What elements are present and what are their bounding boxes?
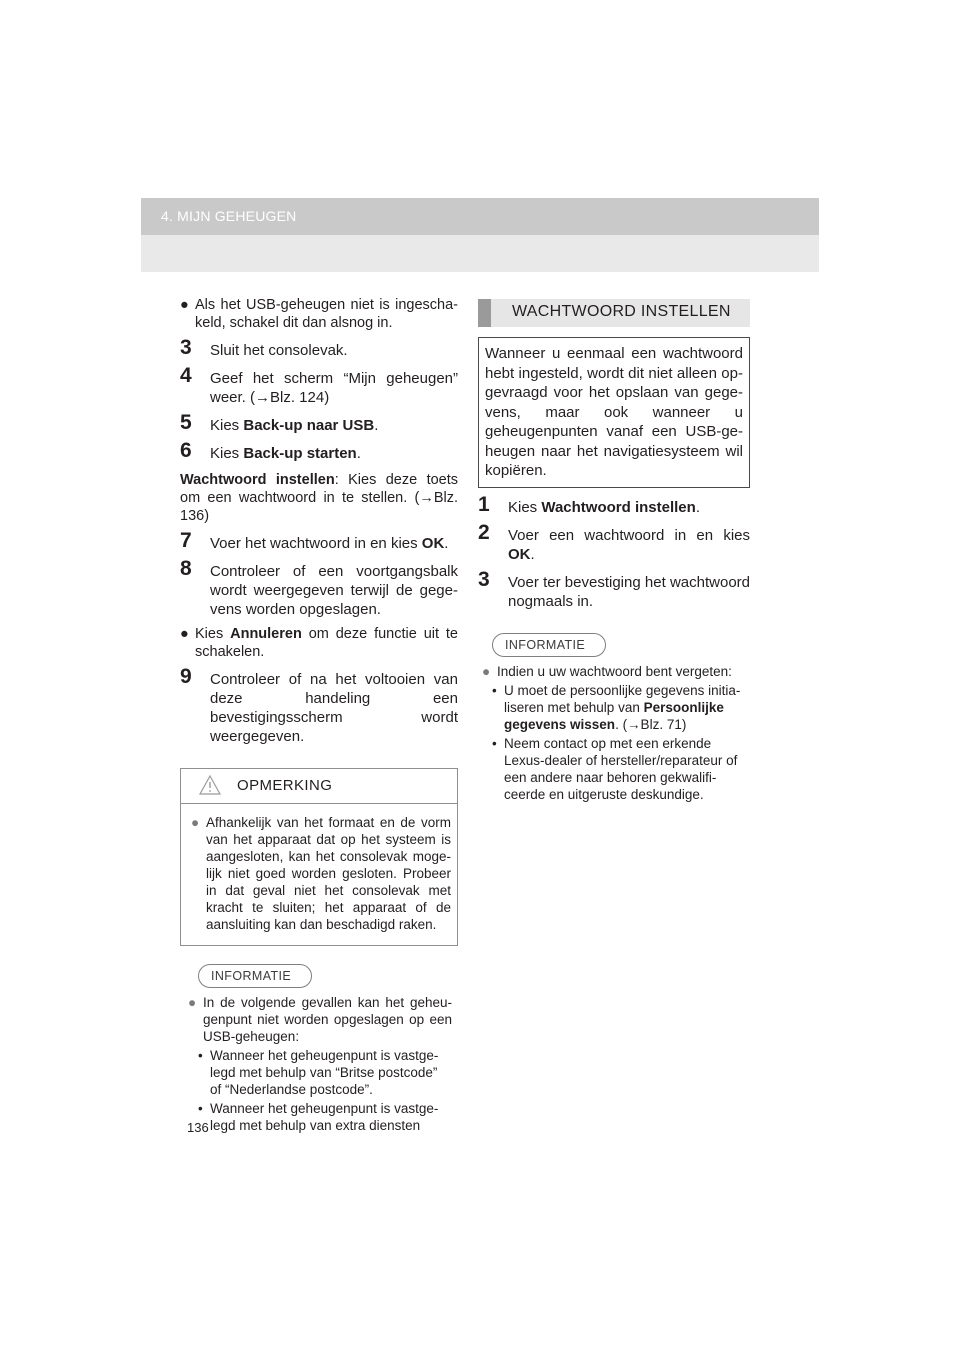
bullet-dot: ● — [180, 297, 189, 313]
ui-label-reset-personal-data: Persoonlijke gegevens wissen — [504, 699, 724, 732]
step-9: 9 Controleer of na het voltooien van deze handeling een bevestigingsscherm wordt weergegeven. — [180, 665, 458, 745]
step-6: 6 Kies Back-up starten. — [180, 439, 361, 462]
header-top-bar — [141, 198, 819, 235]
ui-label-backup-usb: Back-up naar USB — [243, 417, 375, 434]
right-step-2: 2 Voer een wachtwoord in en kies OK. — [478, 520, 750, 563]
bullet-usb-enable: ● Als het USB-geheugen niet is ingescha-keld, schakel dit dan alsnog in. — [180, 297, 458, 331]
info-sub-2: • Wanneer het geheugenpunt is vastge-legd met behulp van extra diensten — [198, 1101, 439, 1133]
step-4: 4 Geef het scherm “Mijn geheugen” weer. (→Blz. 124) — [180, 364, 458, 406]
bullet-dot: ● — [482, 663, 491, 679]
bullet-cancel: ● Kies Annuleren om deze functie uit te schakelen. — [180, 626, 458, 660]
password-option-text: Wachtwoord instellen: Kies deze toets om een wachtwoord in te stellen. (→Blz. 136) — [180, 472, 459, 524]
caution-box — [180, 768, 458, 946]
bullet-dot: ● — [180, 626, 189, 642]
right-step-1: 1 Kies Wachtwoord instellen. — [478, 492, 700, 516]
ui-label-backup-start: Back-up starten — [243, 445, 357, 462]
info-text: ● Indien u uw wachtwoord bent vergeten: — [482, 663, 732, 679]
right-column — [478, 299, 750, 803]
section-heading — [478, 299, 750, 327]
warning-icon — [199, 775, 221, 795]
ui-label-cancel: Annuleren — [230, 626, 302, 642]
ui-label-password-set: Wachtwoord instellen — [541, 498, 696, 516]
caution-header — [181, 769, 457, 804]
step-5: 5 Kies Back-up naar USB. — [180, 411, 379, 434]
info-sub-1: • U moet de persoonlijke gegevens initia-liseren met behulp van Persoonlijke gegevens wissen. (→Blz. 71) — [492, 682, 741, 732]
step-7: 7 Voer het wachtwoord in en kies OK. — [180, 529, 449, 552]
step-8: 8 Controleer of een voortgangsbalk wordt weergegeven terwijl de gege-vens worden opgeslagen. — [180, 557, 458, 618]
right-step-3: 3 Voer ter bevestiging het wachtwoord nogmaals in. — [478, 567, 750, 610]
info-badge: INFORMATIE — [198, 964, 312, 988]
ui-label-ok: OK — [421, 535, 445, 552]
caution-text: ● Afhankelijk van het formaat en de vorm van het apparaat dat op het systeem is aangesloten, kan het consolevak moge-lijk niet goed worden gesloten. Probeer in dat geval niet het consolevak met kracht te sluiten; het apparaat of de aansluiting kan dan beschadigd raken. — [191, 815, 451, 932]
info-block-right — [478, 657, 750, 803]
page-number: 136 — [187, 1120, 209, 1135]
info-sub-1: • Wanneer het geheugenpunt is vastge-legd met behulp van “Britse postcode” of “Nederlandse postcode”. — [198, 1048, 439, 1097]
bullet-dot: ● — [188, 995, 197, 1010]
info-text: ● In de volgende gevallen kan het geheu-genpunt niet worden opgeslagen op een USB-geheugen: — [188, 995, 452, 1044]
info-block — [180, 988, 458, 1134]
heading-accent-bar — [478, 299, 491, 327]
info-badge: INFORMATIE — [492, 633, 606, 657]
header-band — [141, 198, 819, 272]
intro-box: Wanneer u eenmaal een wachtwoord hebt ingesteld, wordt dit niet alleen op-gevraagd voor het opslaan van gege-vens, maar ook wanneer u geheugenpunten vanaf een USB-ge-heugen naar het navigatiesysteem wil kopiëren. — [478, 337, 750, 488]
step-3: 3 Sluit het consolevak. — [180, 336, 348, 359]
bullet-dot: ● — [191, 815, 200, 830]
left-column — [180, 296, 458, 1134]
ui-label-password: Wachtwoord instellen — [180, 472, 335, 488]
info-sub-2: • Neem contact op met een erkende Lexus-dealer of hersteller/reparateur of een andere naar behoren gekwalifi-ceerde en uitgeruste deskundige. — [492, 735, 738, 802]
ui-label-ok: OK — [508, 545, 531, 563]
caution-title: OPMERKING — [237, 777, 333, 794]
section-title: 4. MIJN GEHEUGEN — [161, 208, 297, 224]
heading-title: WACHTWOORD INSTELLEN — [512, 303, 731, 320]
